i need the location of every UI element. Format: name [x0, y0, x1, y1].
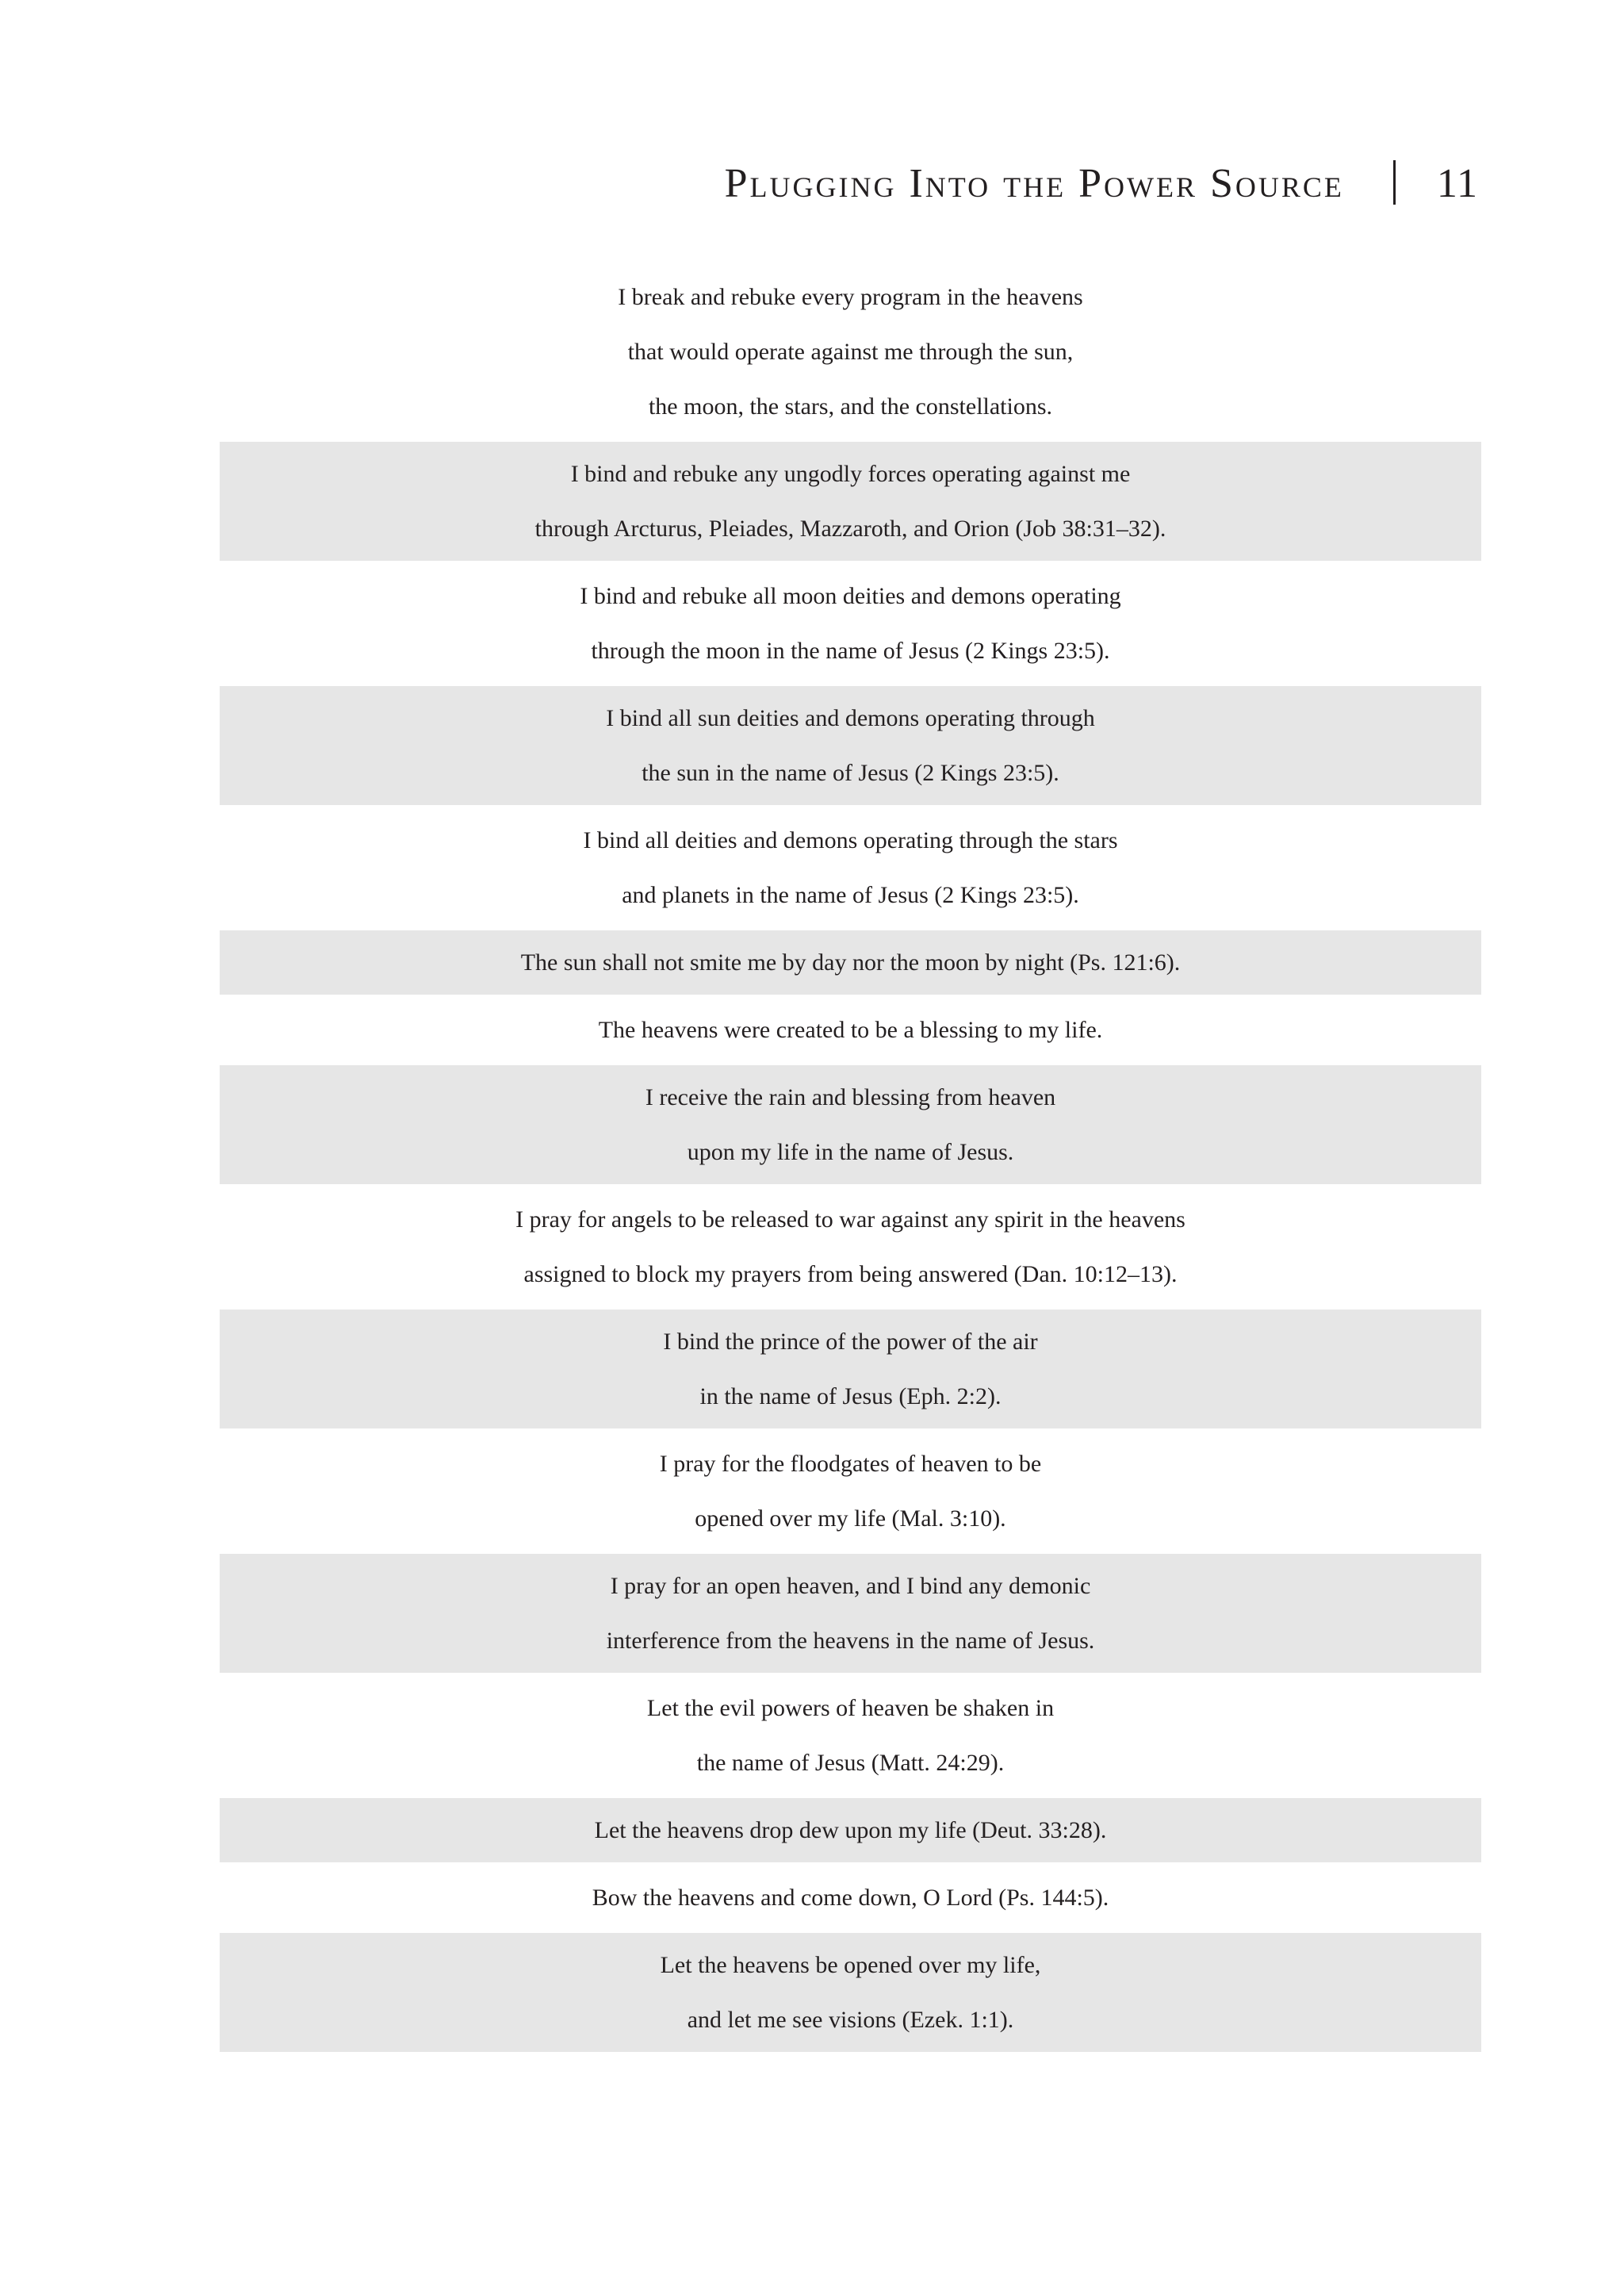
declaration-line: I pray for the floodgates of heaven to be	[659, 1451, 1042, 1477]
declaration-block	[220, 1933, 1481, 2052]
declarations-list	[220, 265, 1481, 2055]
declaration-block	[220, 442, 1481, 561]
declaration-block	[220, 1065, 1481, 1184]
declaration-line: assigned to block my prayers from being answered (Dan. 10:12–13).	[523, 1261, 1178, 1287]
declaration-line: I bind all sun deities and demons operating through	[606, 705, 1095, 731]
declaration-block	[220, 686, 1481, 805]
declaration-block	[220, 1187, 1481, 1306]
declaration-line: Let the heavens be opened over my life,	[660, 1952, 1041, 1978]
declaration-line: The sun shall not smite me by day nor the moon by night (Ps. 121:6).	[520, 949, 1181, 976]
declaration-block	[220, 998, 1481, 1062]
declaration-line: the name of Jesus (Matt. 24:29).	[696, 1750, 1005, 1776]
page-number: 11	[1436, 161, 1478, 206]
declaration-block	[220, 1798, 1481, 1862]
declaration-line: opened over my life (Mal. 3:10).	[695, 1505, 1006, 1532]
declaration-line: upon my life in the name of Jesus.	[687, 1139, 1014, 1165]
declaration-block	[220, 1554, 1481, 1673]
declaration-line: the sun in the name of Jesus (2 Kings 23:5).	[642, 760, 1059, 786]
declaration-line: Bow the heavens and come down, O Lord (Ps. 144:5).	[592, 1885, 1109, 1911]
header-divider	[1393, 160, 1396, 205]
running-head	[0, 159, 1478, 209]
declaration-line: I bind the prince of the power of the air	[663, 1329, 1038, 1355]
declaration-line: and let me see visions (Ezek. 1:1).	[687, 2007, 1014, 2033]
declaration-line: I break and rebuke every program in the heavens	[618, 284, 1083, 310]
declaration-line: through the moon in the name of Jesus (2 Kings 23:5).	[591, 638, 1110, 664]
declaration-line: the moon, the stars, and the constellations.	[648, 393, 1053, 420]
declaration-line: that would operate against me through the sun,	[627, 339, 1074, 365]
declaration-line: I receive the rain and blessing from heaven	[645, 1084, 1056, 1110]
declaration-line: I pray for angels to be released to war against any spirit in the heavens	[515, 1206, 1185, 1233]
declaration-line: I bind all deities and demons operating through the stars	[583, 827, 1118, 853]
declaration-block	[220, 1676, 1481, 1795]
declaration-block	[220, 930, 1481, 995]
declaration-line: in the name of Jesus (Eph. 2:2).	[699, 1383, 1002, 1409]
declaration-line: Let the heavens drop dew upon my life (Deut. 33:28).	[594, 1817, 1107, 1843]
declaration-block	[220, 265, 1481, 439]
declaration-block	[220, 564, 1481, 683]
declaration-block	[220, 1432, 1481, 1551]
declaration-line: Let the evil powers of heaven be shaken in	[646, 1695, 1055, 1721]
declaration-line: The heavens were created to be a blessing to my life.	[598, 1017, 1103, 1043]
declaration-block	[220, 1310, 1481, 1428]
declaration-line: I bind and rebuke any ungodly forces operating against me	[570, 461, 1131, 487]
declaration-line: I pray for an open heaven, and I bind any demonic	[610, 1573, 1091, 1599]
declaration-line: interference from the heavens in the name of Jesus.	[606, 1628, 1095, 1654]
running-title: Plugging Into the Power Source	[724, 161, 1344, 206]
declaration-line: and planets in the name of Jesus (2 Kings 23:5).	[622, 882, 1079, 908]
declaration-block	[220, 808, 1481, 927]
declaration-line: I bind and rebuke all moon deities and demons operating	[580, 583, 1121, 609]
declaration-block	[220, 1866, 1481, 1930]
declaration-line: through Arcturus, Pleiades, Mazzaroth, and Orion (Job 38:31–32).	[534, 516, 1166, 542]
